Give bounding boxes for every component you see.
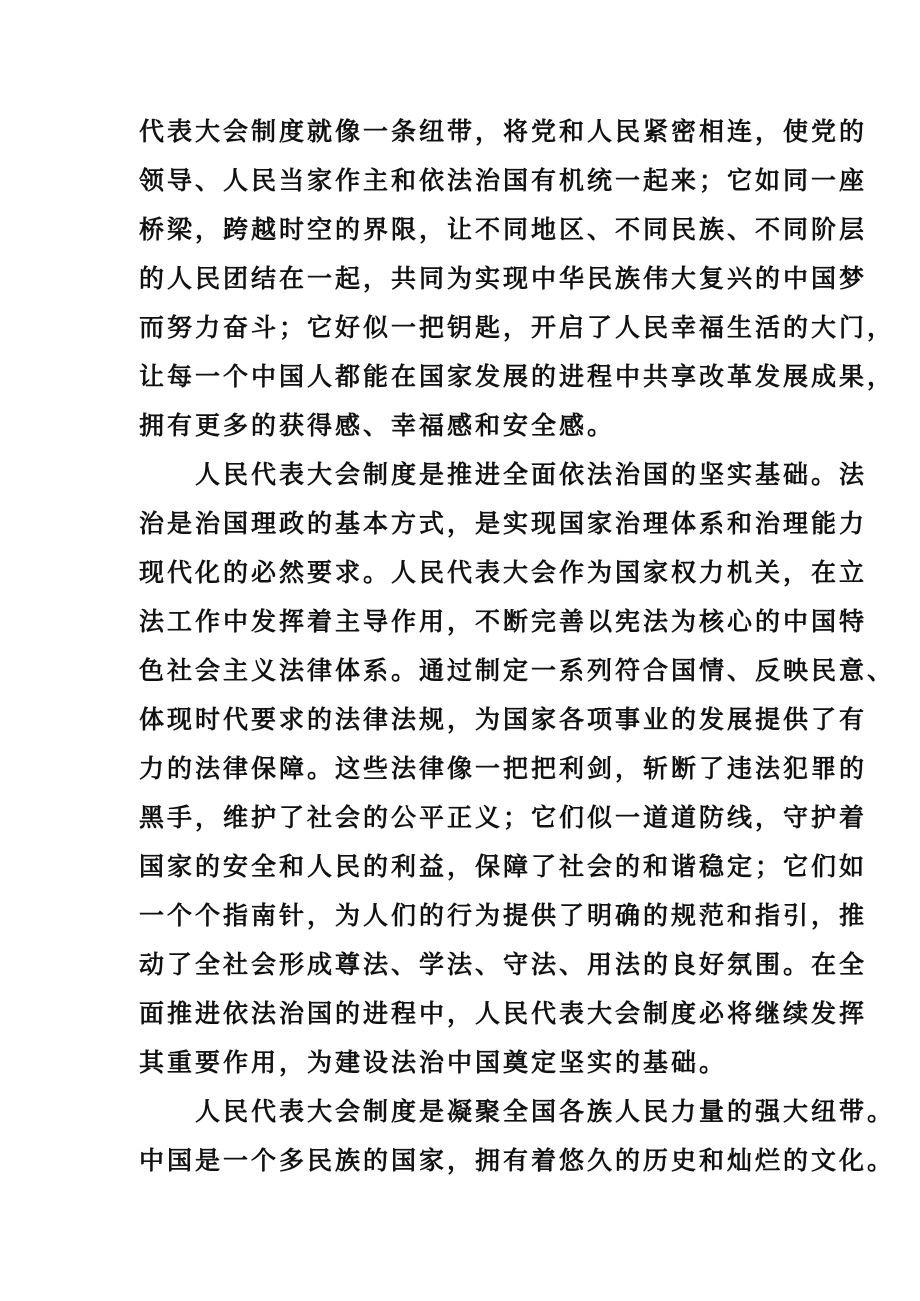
paragraph-2-line-6: 体现时代要求的法律法规，为国家各项事业的发展提供了有 [139, 705, 868, 734]
paragraph-2-line-4: 法工作中发挥着主导作用，不断完善以宪法为核心的中国特 [139, 607, 868, 636]
paragraph-3-line-2: 中国是一个多民族的国家，拥有着悠久的历史和灿烂的文化。 [139, 1146, 896, 1175]
paragraph-2-line-5: 色社会主义法律体系。通过制定一系列符合国情、反映民意、 [139, 656, 896, 685]
paragraph-1-line-2: 领导、人民当家作主和依法治国有机统一起来；它如同一座 [139, 166, 868, 195]
paragraph-2-line-12: 面推进依法治国的进程中，人民代表大会制度必将继续发挥 [139, 999, 868, 1028]
paragraph-2-line-8: 黑手，维护了社会的公平正义；它们似一道道防线，守护着 [139, 803, 868, 832]
paragraph-1-line-3: 桥梁，跨越时空的界限，让不同地区、不同民族、不同阶层 [139, 215, 868, 244]
paragraph-1-line-1: 代表大会制度就像一条纽带，将党和人民紧密相连，使党的 [139, 117, 868, 146]
paragraph-2-line-13: 其重要作用，为建设法治中国奠定坚实的基础。 [139, 1048, 728, 1077]
paragraph-2-line-2: 治是治国理政的基本方式，是实现国家治理体系和治理能力 [139, 509, 868, 538]
paragraph-2-line-9: 国家的安全和人民的利益，保障了社会的和谐稳定；它们如 [139, 852, 868, 881]
paragraph-2-line-10: 一个个指南针，为人们的行为提供了明确的规范和指引，推 [139, 901, 868, 930]
paragraph-3-line-1: 人民代表大会制度是凝聚全国各族人民力量的强大纽带。 [195, 1097, 896, 1126]
paragraph-1-line-6: 让每一个中国人都能在国家发展的进程中共享改革发展成果， [139, 362, 896, 391]
paragraph-2-line-1: 人民代表大会制度是推进全面依法治国的坚实基础。法 [195, 460, 868, 489]
paragraph-1-line-7: 拥有更多的获得感、幸福感和安全感。 [139, 411, 616, 440]
body-text [139, 107, 896, 1185]
paragraph-1-line-4: 的人民团结在一起，共同为实现中华民族伟大复兴的中国梦 [139, 264, 868, 293]
paragraph-2-line-3: 现代化的必然要求。人民代表大会作为国家权力机关，在立 [139, 558, 868, 587]
paragraph-2-line-7: 力的法律保障。这些法律像一把把利剑，斩断了违法犯罪的 [139, 754, 868, 783]
paragraph-2-line-11: 动了全社会形成尊法、学法、守法、用法的良好氛围。在全 [139, 950, 868, 979]
paragraph-1-line-5: 而努力奋斗；它好似一把钥匙，开启了人民幸福生活的大门， [139, 313, 896, 342]
